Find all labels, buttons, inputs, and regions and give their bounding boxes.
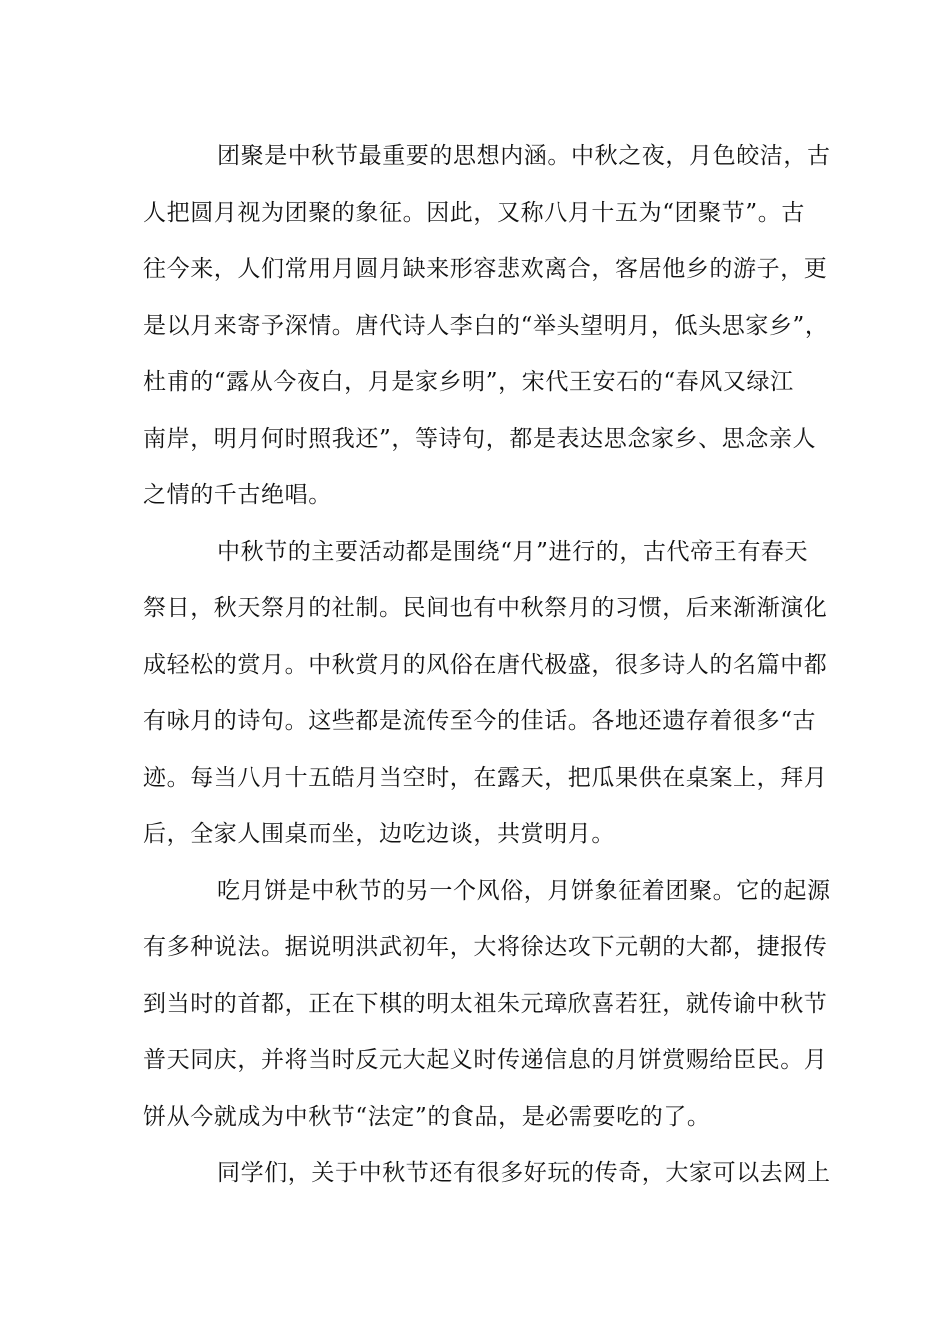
text-line: 迹。每当八月十五皓月当空时，在露天，把瓜果供在桌案上，拜月 [143,764,828,791]
text-line: 之情的千古绝唱。 [143,482,332,508]
text-line: 人把圆月视为团聚的象征。因此，又称八月十五为“团聚节”。古 [143,199,805,226]
paragraph-closing [143,1145,831,1202]
paragraph-moon-activities [143,524,828,863]
text-line: 到当时的首都，正在下棋的明太祖朱元璋欣喜若狂，就传谕中秋节 [143,990,828,1017]
text-line: 成轻松的赏月。中秋赏月的风俗在唐代极盛，很多诗人的名篇中都 [143,651,828,678]
text-line: 有多种说法。据说明洪武初年，大将徐达攻下元朝的大都，捷报传 [143,934,828,960]
text-line: 吃月饼是中秋节的另一个风俗，月饼象征着团聚。它的起源 [217,877,831,904]
paragraph-reunion [143,128,831,524]
text-line: 南岸，明月何时照我还”，等诗句，都是表达思念家乡、思念亲人 [143,425,817,452]
text-line: 饼从今就成为中秋节“法定”的食品，是必需要吃的了。 [143,1103,711,1130]
text-line: 同学们，关于中秋节还有很多好玩的传奇，大家可以去网上 [217,1160,831,1186]
paragraph-mooncakes [143,863,831,1146]
text-line: 有咏月的诗句。这些都是流传至今的佳话。各地还遗存着很多“古 [143,708,817,734]
text-line: 后，全家人围桌而坐，边吃边谈，共赏明月。 [143,821,615,847]
text-line: 是以月来寄予深情。唐代诗人李白的“举头望明月，低头思家乡”， [143,312,829,339]
text-line: 杜甫的“露从今夜白，月是家乡明”，宋代王安石的“春风又绿江 [143,369,794,395]
text-line: 普天同庆，并将当时反元大起义时传递信息的月饼赏赐给臣民。月 [143,1047,828,1073]
text-line: 祭日，秋天祭月的社制。民间也有中秋祭月的习惯，后来渐渐演化 [143,595,828,621]
document-body [143,128,831,1202]
text-line: 中秋节的主要活动都是围绕“月”进行的，古代帝王有春天 [217,538,809,565]
text-line: 往今来，人们常用月圆月缺来形容悲欢离合，客居他乡的游子，更 [143,256,828,282]
text-line: 团聚是中秋节最重要的思想内涵。中秋之夜，月色皎洁，古 [217,143,831,169]
